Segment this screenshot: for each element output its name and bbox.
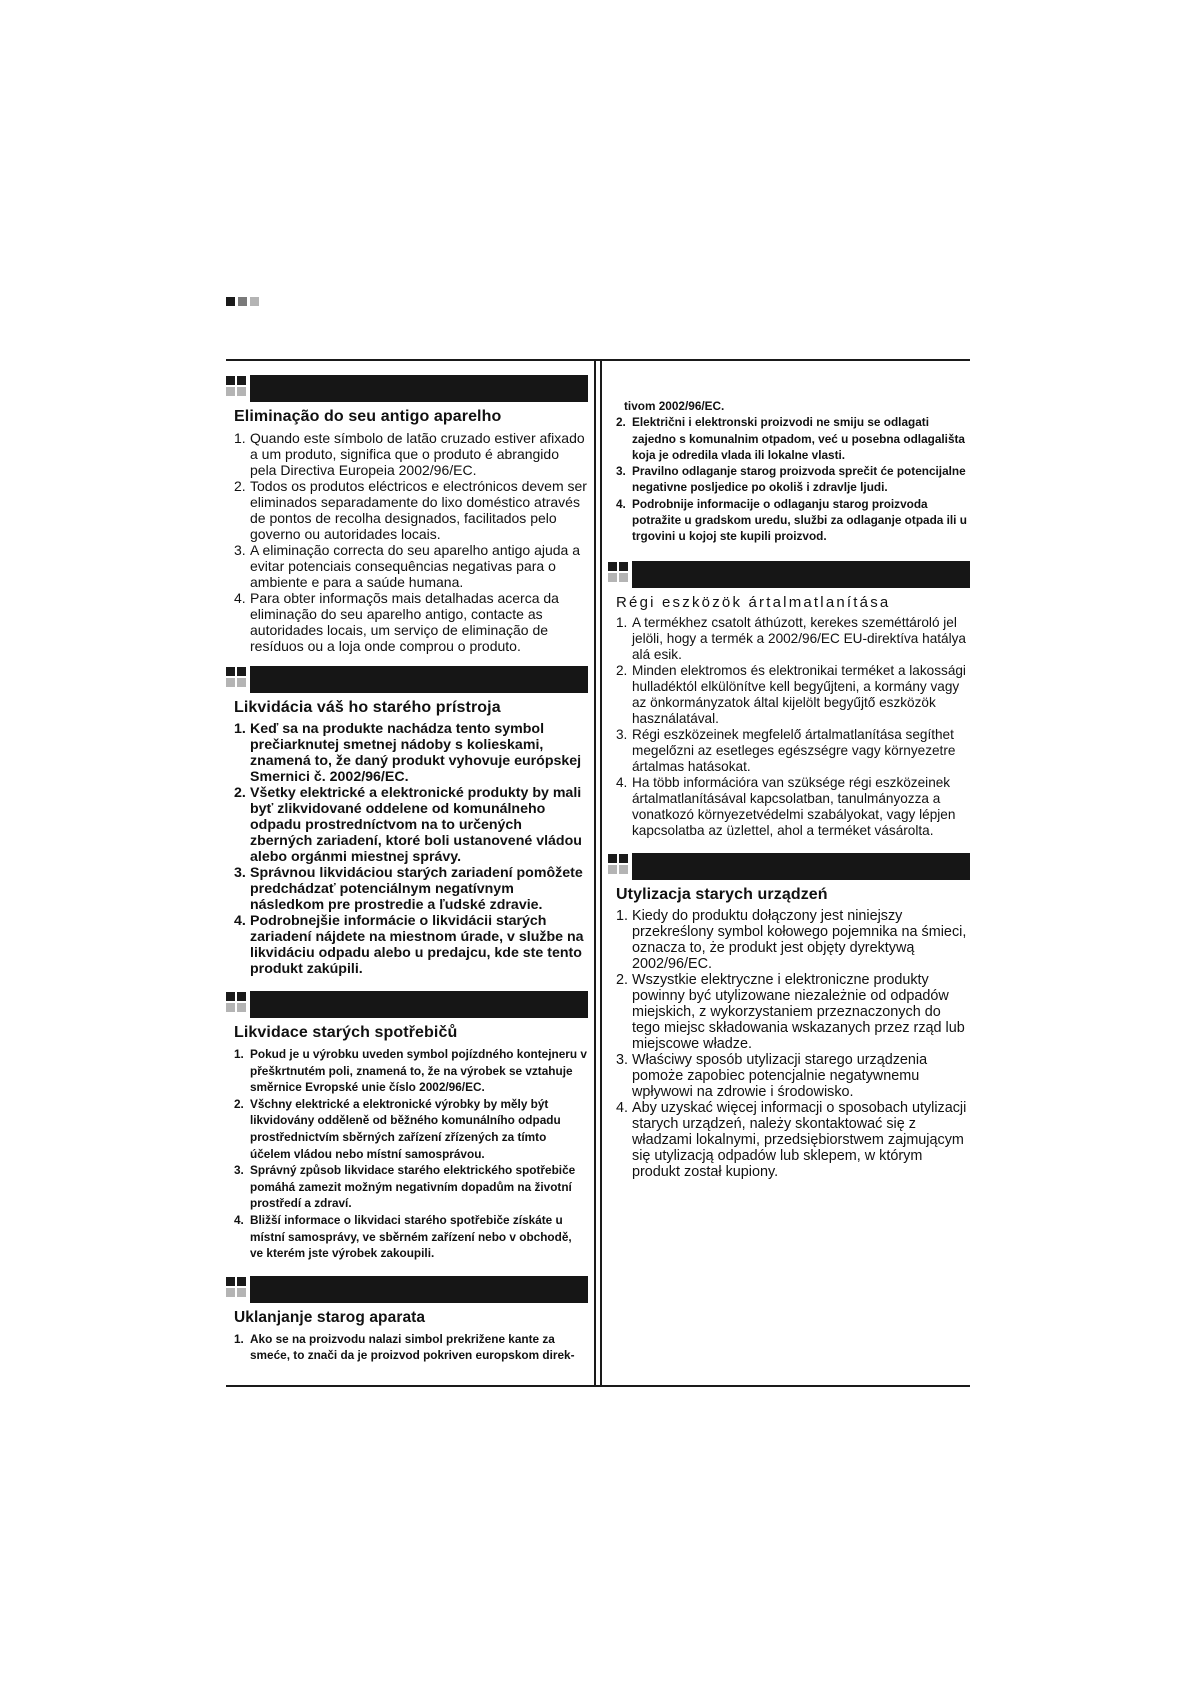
section-title: Likvidácia váš ho starého prístroja [234,699,501,716]
section-title: Régi eszközök ártalmatlanítása [616,593,891,611]
list-item: 1. Ako se na proizvodu nalazi simbol prekrižene kante za smeće, to znači da je proizvod pokriven europskom direk- [234,1331,575,1363]
list-item: 2. Všchny elektrické a elektronické výrobky by měly být likvidovány odděleně od běžného komunálního odpadu prostřednictvím sběrných zařízení zřízených za tímto účelem vládou nebo místní samosprávou. [234,1096,561,1161]
list-item: 1. Keď sa na produkte nachádza tento symbol prečiarknutej smetnej nádoby s kolieskami, znamená to, že daný produkt vyhovuje európskej Smernici č. 2002/96/EC. [234,721,582,785]
list-item: 4. Para obter informaçõs mais detalhadas acerca da eliminação do seu aparelho antigo, contacte as autoridades locais, um serviço de eliminação de resíduos ou a loja onde comprou o produto. [234,590,559,654]
list-continuation: tivom 2002/96/EC. [624,399,725,413]
list-item: 1. A termékhez csatolt áthúzott, kerekes szeméttároló jel jelöli, hogy a termék a 2002/96/EC EU-direktíva hatálya alá esik. [616,614,966,662]
section-polish [608,853,970,1180]
list-item: 3. Pravilno odlaganje starog proizvoda sprečit će potencijalne negativne posljedice po okoliš i zdravlje ljudi. [616,464,966,495]
list-item: 4. Bližší informace o likvidaci starého spotřebiče získáte u místní samosprávy, ve sběrném zařízení nebo v obchodě, ve kterém jste výrobek zakoupili. [234,1212,572,1261]
list-item: 4. Podrobnejšie informácie o likvidácii starých zariadení nájdete na miestnom úrade, v službe na likvidáciu odpadu alebo u predajcu, kde ste tento produkt zakúpili. [234,913,584,977]
section-czech [226,991,588,1262]
section-squares-icon [608,562,628,582]
list-item: 4. Ha több információra van szüksége régi eszközeinek ártalmatlanításával kapcsolatban, tanulmányozza a vonatkozó környezetvédelmi szabályokat, vagy lépjen kapcsolatba az üzlettel, ahol a terméket vásárolta. [616,774,956,838]
top-rule [226,359,970,361]
section-header-bar [632,561,970,588]
section-header-bar [632,853,970,880]
section-croatian-continued [608,398,970,545]
section-squares-icon [226,376,246,396]
section-title: Eliminação do seu antigo aparelho [234,408,502,425]
section-squares-icon [608,854,628,874]
section-hungarian [608,561,970,839]
list-item: 3. Správný způsob likvidace starého elektrického spotřebiče pomáhá zamezit možným negativním dopadům na životní prostředí a zdraví. [234,1163,576,1211]
section-title: Utylizacja starych urządzeń [616,885,828,903]
list-item: 3. A eliminação correcta do seu aparelho antigo ajuda a evitar potenciais consequências negativas para o ambiente e para a saúde humana. [234,542,580,590]
list-item: 2. Električni i elektronski proizvodi ne smiju se odlagati zajedno s komunalnim otpadom, već u posebna odlagališta koja je odredila vlada ili lokalne vlasti. [616,415,965,462]
bottom-rule [226,1385,970,1387]
list-item: 2. Wszystkie elektryczne i elektroniczne produkty powinny być utylizowane niezależnie od odpadów miejskich, z wykorzystaniem przeznaczonych do tego miejsc składowania wskazanych przez rząd lub miejscowe władze. [616,971,965,1052]
page-marker [226,297,259,306]
column-divider [594,359,596,1386]
section-header-bar [250,991,588,1018]
list-item: 2. Všetky elektrické a elektronické produkty by mali byť zlikvidované oddelene od komunálneho odpadu prostredníctvom na to určených zberných zariadení, ktoré boli ustanovené vládou alebo orgánmi miestnej správy. [234,785,582,865]
list-item: 1. Pokud je u výrobku uveden symbol pojízdného kontejneru v přeškrtnutém poli, znamená to, že na výrobek se vztahuje směrnice Evropské unie číslo 2002/96/EC. [234,1047,587,1095]
section-croatian [226,1276,588,1364]
list-item: 4. Podrobnije informacije o odlaganju starog proizvoda potražite u gradskom uredu, službi za odlaganje otpada ili u trgovini u kojoj ste kupili proizvod. [616,496,967,544]
section-slovak [226,666,588,977]
section-title: Likvidace starých spotřebičů [234,1024,458,1041]
list-item: 4. Aby uzyskać więcej informacji o sposobach utylizacji starych urządzeń, należy skontaktować się z władzami lokalnymi, przedsiębiorstwem zajmującym się utylizacją odpadów lub sklepem, w którym produkt został kupiony. [616,1099,967,1180]
list-item: 1. Kiedy do produktu dołączony jest niniejszy przekreślony symbol kołowego pojemnika na śmieci, oznacza to, że produkt jest objęty dyrektywą 2002/96/EC. [616,907,967,972]
section-title: Uklanjanje starog aparata [234,1308,426,1326]
section-squares-icon [226,1277,246,1297]
left-column [226,375,588,1363]
list-item: 3. Właściwy sposób utylizacji starego urządzenia pomoże zapobiec potencjalnie negatywnemu wpływowi na zdrowie i środowisko. [616,1051,928,1100]
section-header-bar [250,666,588,693]
right-column [608,398,970,1180]
list-item: 3. Régi eszközeinek megfelelő ártalmatlanítása segíthet megelőzni az esetleges egészségre vagy környezetre ártalmas hatásokat. [616,726,956,774]
column-divider [600,359,602,1386]
list-item: 2. Minden elektromos és elektronikai terméket a lakossági hulladéktól elkülönítve kell begyűjteni, a kormány vagy az önkormányzatok által kijelölt begyűjtő eszközök használatával. [616,662,966,726]
list-item: 3. Správnou likvidáciou starých zariadení pomôžete predchádzať potenciálnym negatívnym následkom pre prostredie a ľudské zdravie. [234,865,583,913]
section-squares-icon [226,992,246,1012]
section-header-bar [250,1276,588,1303]
section-squares-icon [226,667,246,687]
section-header-bar [250,375,588,402]
list-item: 2. Todos os produtos eléctricos e electrónicos devem ser eliminados separadamente do lixo doméstico através de pontos de recolha designados, facilitados pelo governo ou autoridades locais. [234,478,587,542]
list-item: 1. Quando este símbolo de latão cruzado estiver afixado a um produto, significa que o produto é abrangido pela Directiva Europeia 2002/96/EC. [234,430,585,478]
section-portuguese [226,375,588,654]
